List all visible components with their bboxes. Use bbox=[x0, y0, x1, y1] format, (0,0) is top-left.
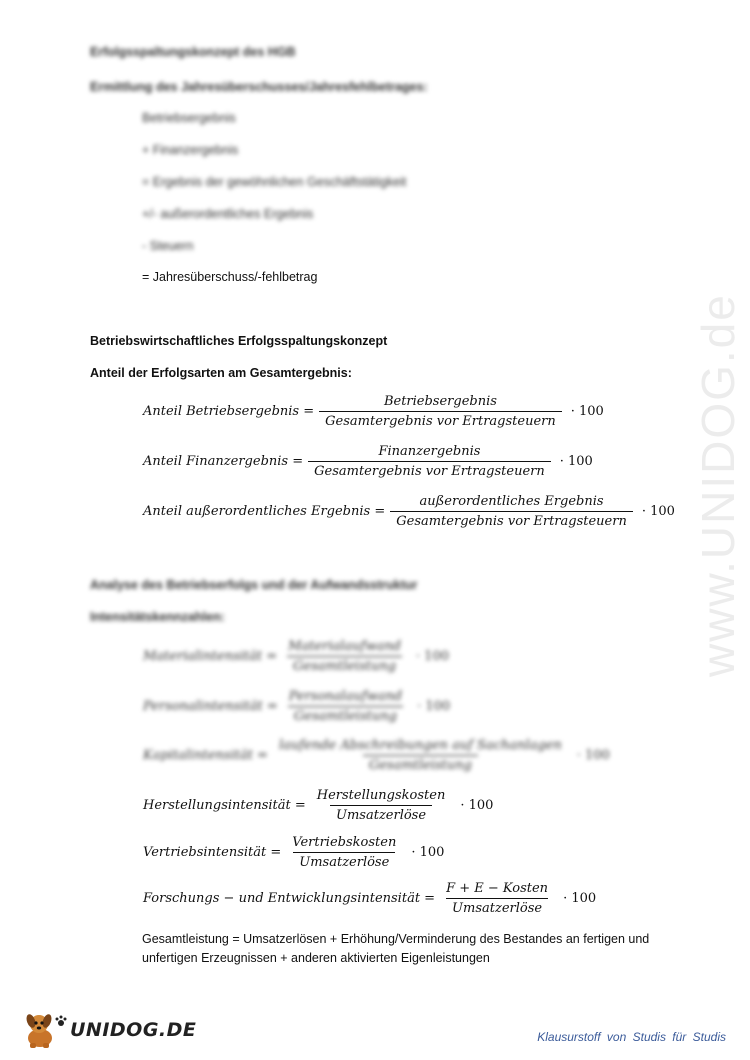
factor: · 100 bbox=[411, 845, 445, 860]
section1-line: +/- außerordentliches Ergebnis bbox=[142, 207, 314, 221]
denominator: Gesamtergebnis vor Ertragsteuern bbox=[319, 411, 562, 429]
formula-personalintensitaet bbox=[143, 689, 450, 724]
factor: · 100 bbox=[570, 404, 604, 419]
formula-materialintensitaet bbox=[143, 639, 449, 674]
section2-title: Betriebswirtschaftliches Erfolgsspaltungskonzept bbox=[90, 334, 388, 348]
formula-lhs: Materialintensität = bbox=[143, 649, 278, 664]
formula-lhs: Vertriebsintensität = bbox=[143, 845, 282, 860]
denominator: Umsatzerlöse bbox=[446, 898, 548, 916]
fraction bbox=[440, 881, 554, 916]
numerator: F + E − Kosten bbox=[446, 881, 549, 896]
numerator: Vertriebskosten bbox=[292, 835, 397, 850]
section1-line: - Steuern bbox=[142, 239, 194, 253]
denominator: Gesamtleistung bbox=[363, 755, 478, 773]
watermark: www.UNIDOG.de bbox=[692, 293, 744, 677]
formula-kapitalintensitaet bbox=[143, 738, 610, 773]
formula-herstellungsintensitaet bbox=[143, 788, 493, 823]
formula-anteil-finanzergebnis bbox=[143, 444, 593, 479]
formula-fue-intensitaet bbox=[143, 881, 596, 916]
footer-tagline: Klausurstoff von Studis für Studis bbox=[537, 1030, 726, 1044]
formula-lhs: Herstellungsintensität = bbox=[143, 798, 306, 813]
factor: · 100 bbox=[563, 891, 597, 906]
logo-text: UNIDOG.DE bbox=[70, 1019, 197, 1041]
section1-line: + Finanzergebnis bbox=[142, 143, 239, 157]
fraction bbox=[319, 394, 562, 429]
denominator: Gesamtergebnis vor Ertragsteuern bbox=[390, 511, 633, 529]
section1-line: Betriebsergebnis bbox=[142, 111, 236, 125]
section1-subtitle: Ermittlung des Jahresüberschusses/Jahresfehlbetrages: bbox=[90, 80, 428, 94]
formula-vertriebsintensitaet bbox=[143, 835, 444, 870]
denominator: Umsatzerlöse bbox=[330, 805, 432, 823]
unidog-logo bbox=[22, 1010, 196, 1050]
denominator: Umsatzerlöse bbox=[293, 852, 395, 870]
paw-icon bbox=[54, 1014, 68, 1028]
numerator: Herstellungskosten bbox=[316, 788, 446, 803]
numerator: Betriebsergebnis bbox=[383, 394, 497, 409]
formula-lhs: Anteil Finanzergebnis = bbox=[143, 454, 304, 469]
numerator: Finanzergebnis bbox=[378, 444, 481, 459]
factor: · 100 bbox=[417, 699, 451, 714]
fraction bbox=[308, 444, 551, 479]
section3-subtitle: Intensitätskennzahlen: bbox=[90, 610, 225, 624]
fraction bbox=[273, 738, 568, 773]
factor: · 100 bbox=[641, 504, 675, 519]
fraction bbox=[282, 639, 407, 674]
formula-lhs: Anteil außerordentliches Ergebnis = bbox=[143, 504, 386, 519]
section1-line: = Ergebnis der gewöhnlichen Geschäftstätigkeit bbox=[142, 175, 407, 189]
section3-title: Analyse des Betriebserfolgs und der Aufwandsstruktur bbox=[90, 578, 418, 592]
fraction bbox=[311, 788, 452, 823]
formula-lhs: Forschungs − und Entwicklungsintensität = bbox=[143, 891, 436, 906]
fraction bbox=[286, 835, 402, 870]
formula-lhs: Kapitalintensität = bbox=[143, 748, 268, 763]
denominator: Gesamtergebnis vor Ertragsteuern bbox=[308, 461, 551, 479]
factor: · 100 bbox=[559, 454, 593, 469]
numerator: Personalaufwand bbox=[288, 689, 403, 704]
formula-lhs: Personalintensität = bbox=[143, 699, 278, 714]
numerator: Materialaufwand bbox=[288, 639, 401, 654]
fraction bbox=[390, 494, 633, 529]
note-line-1: Gesamtleistung = Umsatzerlösen + Erhöhung/Verminderung des Bestandes an fertigen und bbox=[142, 932, 650, 946]
section1-result: = Jahresüberschuss/-fehlbetrag bbox=[142, 270, 318, 284]
factor: · 100 bbox=[460, 798, 494, 813]
section2-subtitle: Anteil der Erfolgsarten am Gesamtergebnis: bbox=[90, 366, 352, 380]
numerator: außerordentliches Ergebnis bbox=[419, 494, 604, 509]
dog-mascot-icon bbox=[22, 1010, 58, 1050]
formula-anteil-ao-ergebnis bbox=[143, 494, 675, 529]
denominator: Gesamtleistung bbox=[288, 706, 403, 724]
factor: · 100 bbox=[576, 748, 610, 763]
note-line-2: unfertigen Erzeugnissen + anderen aktivierten Eigenleistungen bbox=[142, 951, 490, 965]
formula-anteil-betriebsergebnis bbox=[143, 394, 604, 429]
fraction bbox=[283, 689, 408, 724]
denominator: Gesamtleistung bbox=[287, 656, 402, 674]
numerator: laufende Abschreibungen auf Sachanlagen bbox=[278, 738, 562, 753]
formula-lhs: Anteil Betriebsergebnis = bbox=[143, 404, 315, 419]
section1-title: Erfolgsspaltungskonzept des HGB bbox=[90, 45, 296, 59]
factor: · 100 bbox=[415, 649, 449, 664]
